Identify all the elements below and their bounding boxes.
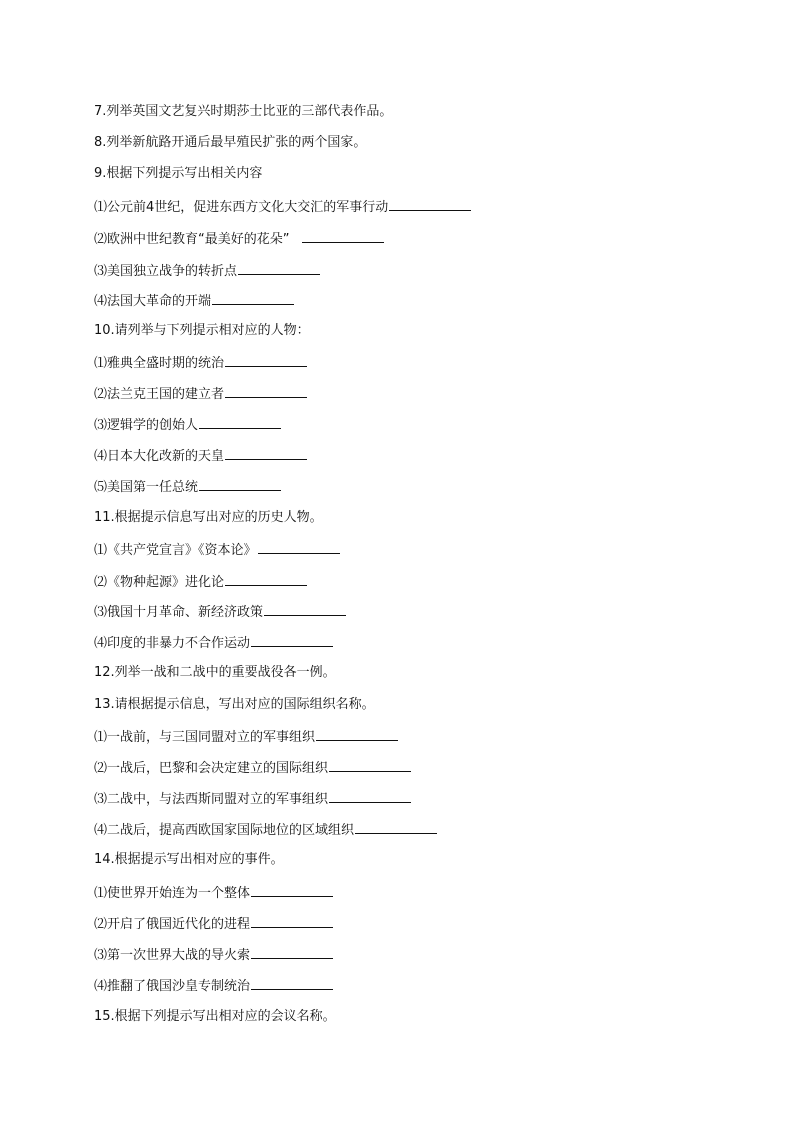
question-9-item-2	[94, 230, 384, 248]
item-text: ⑴一战前，与三国同盟对立的军事组织	[94, 730, 316, 745]
question-text: 9.根据下列提示写出相关内容	[94, 166, 263, 181]
item-text: ⑷日本大化改新的天皇	[94, 449, 225, 464]
item-text: ⑵开启了俄国近代化的进程	[94, 917, 251, 932]
answer-blank[interactable]	[225, 354, 307, 367]
question-10-item-5	[94, 478, 281, 496]
question-14-item-3	[94, 946, 333, 964]
question-14-item-1	[94, 884, 333, 902]
question-10-item-3	[94, 416, 281, 434]
question-13-item-4	[94, 821, 437, 839]
question-10-item-4	[94, 447, 307, 465]
question-9	[94, 166, 262, 182]
answer-blank[interactable]	[225, 573, 307, 586]
question-text: 7.列举英国文艺复兴时期莎士比亚的三部代表作品。	[94, 104, 393, 119]
question-14-item-2	[94, 915, 333, 933]
item-text: ⑴雅典全盛时期的统治	[94, 356, 225, 371]
question-9-item-3	[94, 262, 320, 280]
question-12	[94, 665, 336, 681]
question-9-item-1	[94, 198, 471, 216]
answer-blank[interactable]	[355, 821, 437, 834]
question-text: 12.列举一战和二战中的重要战役各一例。	[94, 665, 336, 680]
question-10	[94, 323, 310, 339]
answer-blank[interactable]	[212, 292, 294, 305]
question-11-item-4	[94, 634, 333, 652]
answer-blank[interactable]	[264, 603, 346, 616]
question-text: 11.根据提示信息写出对应的历史人物。	[94, 510, 323, 525]
item-text: ⑴公元前4世纪，促进东西方文化大交汇的军事行动	[94, 200, 389, 215]
question-text: 10.请列举与下列提示相对应的人物：	[94, 323, 310, 338]
answer-blank[interactable]	[316, 728, 398, 741]
answer-blank[interactable]	[251, 977, 333, 990]
answer-blank[interactable]	[199, 478, 281, 491]
question-9-item-4	[94, 292, 294, 310]
question-11-item-3	[94, 603, 346, 621]
item-text: ⑶第一次世界大战的导火索	[94, 948, 251, 963]
item-text: ⑴《共产党宣言》《资本论》	[94, 543, 257, 558]
question-text: 15.根据下列提示写出相对应的会议名称。	[94, 1009, 336, 1024]
question-7	[94, 104, 392, 120]
item-text: ⑷印度的非暴力不合作运动	[94, 636, 251, 651]
question-13	[94, 697, 375, 713]
item-text: ⑵法兰克王国的建立者	[94, 387, 225, 402]
answer-blank[interactable]	[251, 946, 333, 959]
question-text: 14.根据提示写出相对应的事件。	[94, 852, 284, 867]
item-text: ⑶二战中，与法西斯同盟对立的军事组织	[94, 792, 329, 807]
item-text: ⑶俄国十月革命、新经济政策	[94, 605, 264, 620]
item-text: ⑵《物种起源》进化论	[94, 575, 225, 590]
question-11-item-2	[94, 573, 307, 591]
answer-blank[interactable]	[225, 385, 307, 398]
answer-blank[interactable]	[258, 541, 340, 554]
question-10-item-1	[94, 354, 307, 372]
item-text: ⑵一战后，巴黎和会决定建立的国际组织	[94, 761, 329, 776]
question-14	[94, 852, 284, 868]
answer-blank[interactable]	[251, 915, 333, 928]
item-text: ⑷二战后，提高西欧国家国际地位的区域组织	[94, 823, 355, 838]
item-text: ⑵欧洲中世纪教育“最美好的花朵”	[94, 232, 290, 247]
question-10-item-2	[94, 385, 307, 403]
question-11-item-1	[94, 541, 340, 559]
item-text: ⑶逻辑学的创始人	[94, 418, 199, 433]
item-text: ⑷推翻了俄国沙皇专制统治	[94, 979, 251, 994]
item-text: ⑶美国独立战争的转折点	[94, 264, 238, 279]
question-13-item-1	[94, 728, 398, 746]
question-text: 8.列举新航路开通后最早殖民扩张的两个国家。	[94, 135, 367, 150]
question-13-item-3	[94, 790, 411, 808]
item-text: ⑸美国第一任总统	[94, 480, 199, 495]
answer-blank[interactable]	[251, 884, 333, 897]
question-14-item-4	[94, 977, 333, 995]
question-11	[94, 510, 323, 526]
answer-blank[interactable]	[199, 416, 281, 429]
answer-blank[interactable]	[329, 759, 411, 772]
question-text: 13.请根据提示信息，写出对应的国际组织名称。	[94, 697, 375, 712]
answer-blank[interactable]	[225, 447, 307, 460]
question-13-item-2	[94, 759, 411, 777]
answer-blank[interactable]	[302, 230, 384, 243]
answer-blank[interactable]	[329, 790, 411, 803]
answer-blank[interactable]	[251, 634, 333, 647]
answer-blank[interactable]	[238, 262, 320, 275]
item-text: ⑴使世界开始连为一个整体	[94, 886, 251, 901]
item-text: ⑷法国大革命的开端	[94, 294, 212, 309]
answer-blank[interactable]	[389, 198, 471, 211]
question-8	[94, 135, 366, 151]
question-15	[94, 1009, 336, 1025]
